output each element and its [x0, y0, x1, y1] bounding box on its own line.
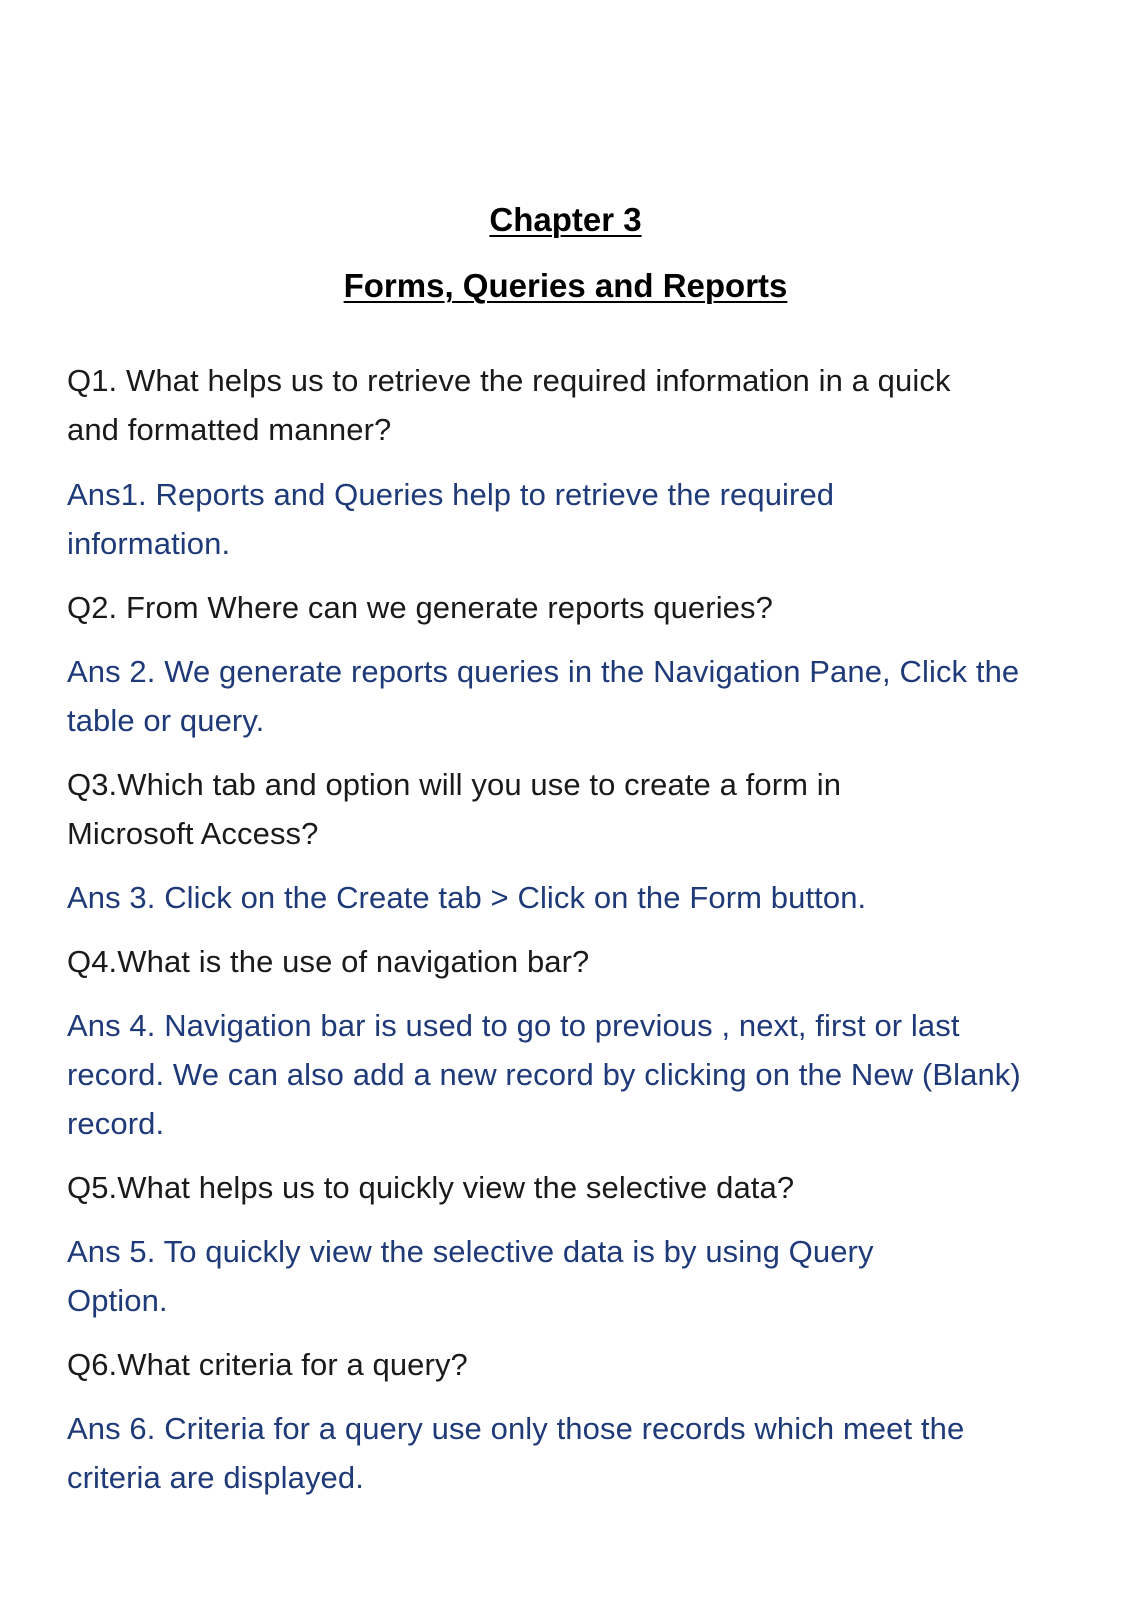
question-1: Q1. What helps us to retrieve the required information in a quick and formatted manner? — [67, 363, 951, 447]
chapter-heading-text: Chapter 3 — [489, 201, 642, 238]
chapter-heading — [0, 200, 1131, 240]
answer-2: Ans 2. We generate reports queries in the Navigation Pane, Click the table or query. — [67, 654, 1020, 738]
question-5: Q5.What helps us to quickly view the selective data? — [67, 1170, 795, 1205]
question-4: Q4.What is the use of navigation bar? — [67, 944, 590, 979]
answer-4: Ans 4. Navigation bar is used to go to previous , next, first or last record. We can also add a new record by clicking on the New (Blank) record. — [67, 1008, 1021, 1141]
answer-5: Ans 5. To quickly view the selective data is by using Query Option. — [67, 1234, 874, 1318]
question-2: Q2. From Where can we generate reports queries? — [67, 590, 773, 625]
answer-1: Ans1. Reports and Queries help to retrieve the required information. — [67, 477, 835, 561]
question-3: Q3.Which tab and option will you use to create a form in Microsoft Access? — [67, 767, 842, 851]
chapter-title — [0, 266, 1131, 306]
answer-3: Ans 3. Click on the Create tab > Click on the Form button. — [67, 880, 867, 915]
question-6: Q6.What criteria for a query? — [67, 1347, 468, 1382]
answer-6: Ans 6. Criteria for a query use only those records which meet the criteria are displayed. — [67, 1411, 965, 1495]
chapter-title-text: Forms, Queries and Reports — [343, 267, 788, 304]
